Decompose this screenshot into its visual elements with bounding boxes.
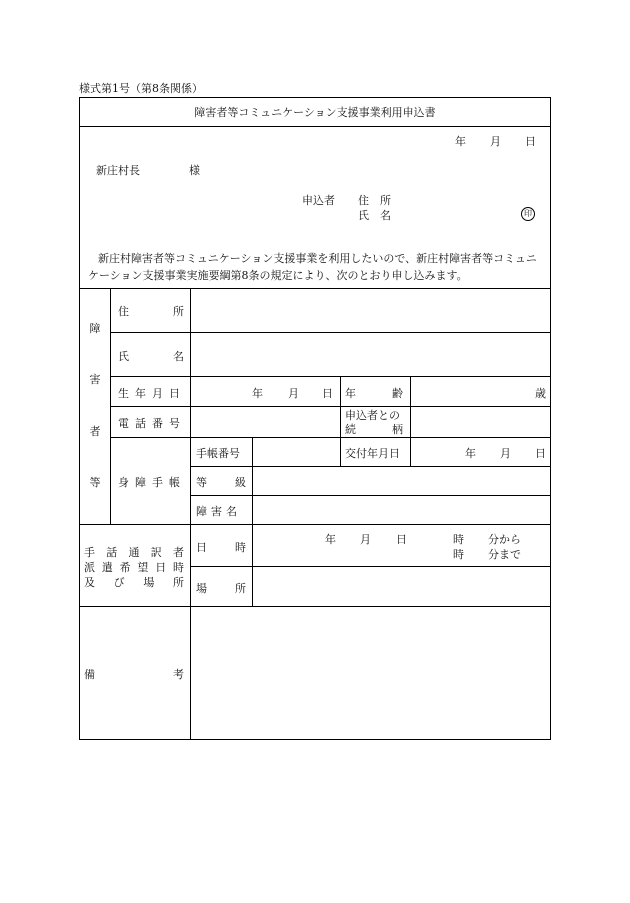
addressee-honorific: 様 [189,164,200,177]
date-year: 年 [455,135,466,148]
issue-month: 月 [500,447,511,460]
input-phone[interactable] [191,407,339,436]
group-char-4: 等 [89,475,101,489]
form-title: 障害者等コミュニケーション支援事業利用申込書 [194,106,436,119]
rule-phone [110,437,551,438]
rule-issue-date [410,437,411,466]
input-name[interactable] [191,333,550,375]
group-char-3: 者 [89,424,101,438]
rule-birth-right [410,376,411,437]
label-handbook: 身障手帳 [118,476,186,489]
birth-year: 年 [252,387,263,400]
input-remarks[interactable] [191,607,550,739]
rule-person-bottom [79,524,551,525]
age-unit: 歳 [535,387,546,400]
dispatch-year: 年 [325,533,336,546]
birth-month: 月 [288,387,299,400]
seal-mark [521,206,535,221]
date-day: 日 [525,135,536,148]
group-char-2: 害 [89,373,101,387]
applicant-name-label: 氏 名 [358,209,391,222]
label-grade: 等 級 [196,476,246,489]
label-handbook-number: 手帳番号 [196,447,240,460]
input-address[interactable] [191,289,550,331]
applicant-label: 申込者 [302,194,335,207]
label-relation-2: 続 柄 [345,423,403,436]
label-phone: 電話番号 [118,417,186,430]
label-place: 場 所 [196,582,246,595]
issue-day: 日 [535,447,546,460]
seal-circle: 印 [521,207,535,221]
dispatch-day: 日 [396,533,407,546]
label-relation: 申込者との [345,409,400,422]
applicant-address-label: 住 所 [358,194,391,207]
label-datetime: 日 時 [196,541,246,554]
person-group-label [80,320,110,490]
application-statement: 新庄村障害者等コミュニケーション支援事業を利用したいので、新庄村障害者等コミュニケーション支援事業実施要綱第8条の規定により、次のとおり申し込みます。 [88,252,537,282]
dispatch-hour-from: 時 [453,533,464,546]
remarks-label-right: 考 [173,668,184,681]
dispatch-from: 分から [488,533,521,546]
rule-handbook-2 [190,495,551,496]
input-place[interactable] [253,567,550,605]
addressee: 新庄村長 [96,164,140,177]
remarks-label-left: 備 [84,668,95,681]
dispatch-label-1: 手話通訳者 [84,546,184,559]
label-name: 氏 名 [118,350,184,363]
label-birthdate: 生年月日 [118,387,186,400]
rule-name [110,376,551,377]
rule-handbook-sub [252,437,253,524]
dispatch-until: 分まで [488,548,521,561]
rule-birth-mid [340,376,341,437]
label-address: 住 所 [118,305,184,318]
dispatch-hour-until: 時 [453,548,464,561]
label-issue-date: 交付年月日 [345,447,400,460]
form-number: 様式第1号（第8条関係） [79,82,203,95]
date-month: 月 [490,135,501,148]
dispatch-label-3: 及び場所 [84,576,184,589]
rule-handbook-1 [190,466,551,467]
rule-group-col [110,288,111,524]
dispatch-month: 月 [360,533,371,546]
birth-day: 日 [322,387,333,400]
rule-handbook-num [340,437,341,466]
group-char-1: 障 [89,322,101,335]
label-disability-name: 障害名 [196,505,241,518]
label-age: 年 齢 [345,387,403,400]
rule-title [79,126,551,127]
issue-year: 年 [465,447,476,460]
dispatch-label-2: 派遣希望日時 [84,561,184,574]
